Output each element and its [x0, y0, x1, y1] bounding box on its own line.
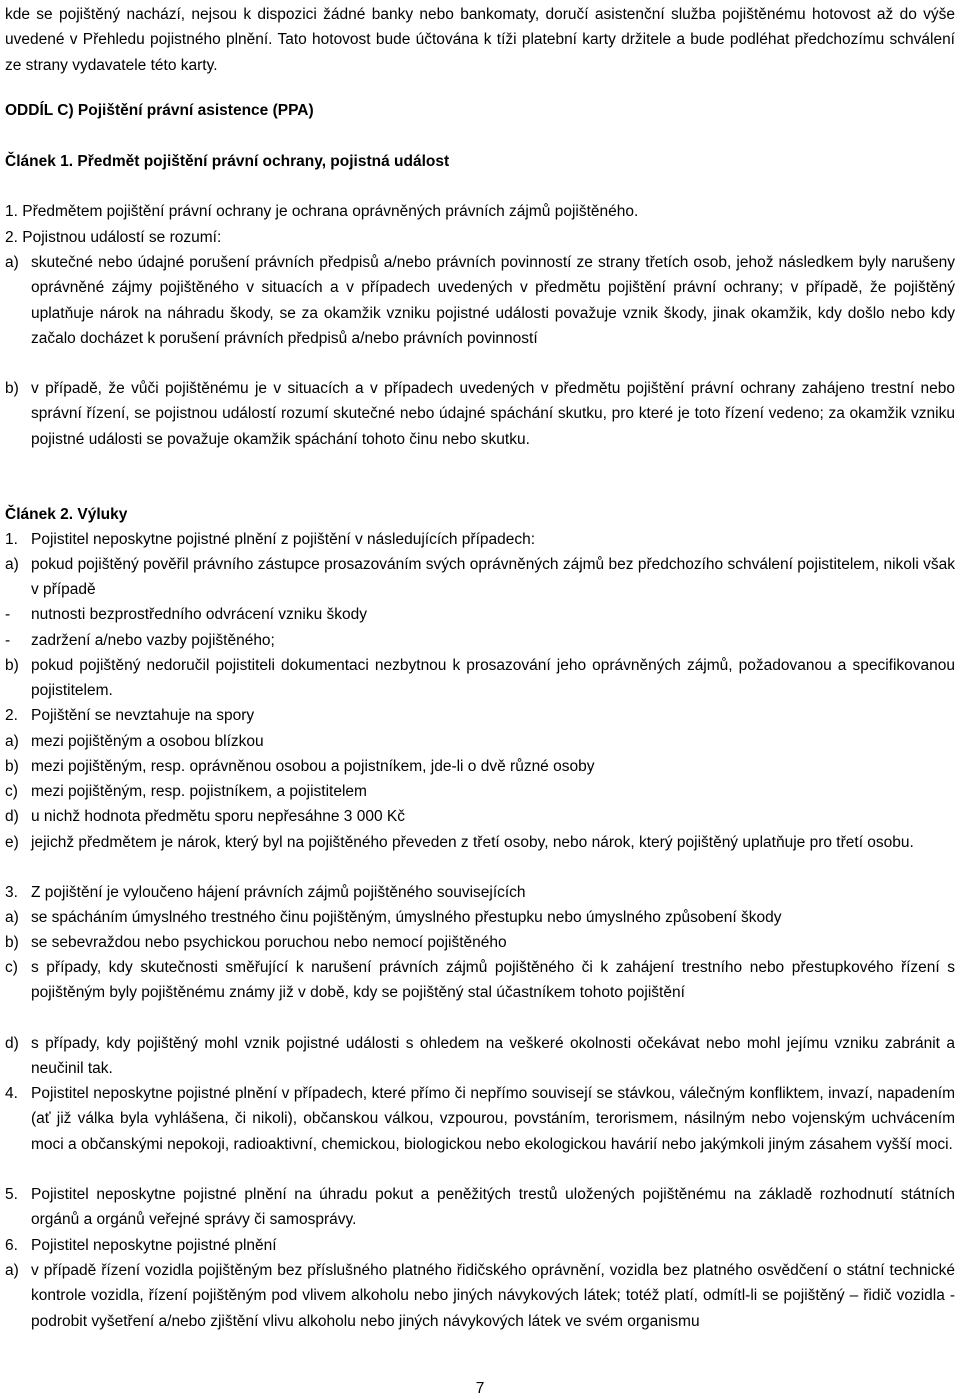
- list-marker: a): [5, 733, 19, 750]
- list-marker: 3.: [5, 884, 18, 901]
- paragraph-text: Předmětem pojištění právní ochrany je ochrana oprávněných právních zájmů pojištěného.: [22, 203, 639, 220]
- list-item-text: jejichž předmětem je nárok, který byl na pojištěného převeden z třetí osoby, nebo nárok, který pojištěný uplatňuje pro třetí osobu.: [31, 834, 914, 851]
- article-1-item-b: [5, 376, 955, 452]
- paragraph-marker: 1.: [5, 203, 18, 220]
- list-item-text: v případě řízení vozidla pojištěným bez příslušného platného řidičského oprávnění, vozidla bez platného osvědčení o státní technické kontrole vozidla, řízení pojištěným pod vlivem alkoholu nebo jiných návykových látek; totéž platí, odmítl-li se pojištěný – řidič vozidla - podrobit vyšetření a/nebo zjištění vlivu alkoholu nebo jiných návykových látek ve svém organismu: [31, 1262, 955, 1330]
- list-marker: -: [5, 606, 11, 623]
- list-marker: b): [5, 380, 19, 397]
- article-1-heading: Článek 1. Předmět pojištění právní ochrany, pojistná událost: [5, 153, 450, 170]
- list-item-text: se spácháním úmyslného trestného činu pojištěným, úmyslného přestupku nebo úmyslného způsobení škody: [31, 909, 782, 926]
- list-item-text: v případě, že vůči pojištěnému je v situacích a v případech uvedených v předmětu pojištění právní ochrany zahájeno trestní nebo správní řízení, se pojistnou událostí rozumí skutečné nebo údajné spáchání skutku, pro které je toto řízení vedeno; za okamžik vzniku pojistné události se považuje okamžik spáchání tohoto činu nebo skutku.: [31, 380, 955, 448]
- list-item-text: nutnosti bezprostředního odvrácení vzniku škody: [31, 606, 368, 623]
- article-1-paragraph-2: [5, 225, 955, 250]
- exclusion-item: [5, 527, 955, 552]
- list-item-text: se sebevraždou nebo psychickou poruchou nebo nemocí pojištěného: [31, 934, 507, 951]
- list-marker: c): [5, 783, 18, 800]
- exclusion-item: [5, 1233, 955, 1258]
- list-item-text: s případy, kdy skutečnosti směřující k narušení právních zájmů pojištěného či k zahájení trestního nebo přestupkového řízení s pojištěným byly pojištěnému známy již v době, kdy se pojištěný stal účastníkem tohoto pojištění: [31, 959, 955, 1002]
- exclusion-item: [5, 653, 955, 704]
- article-2-heading: Článek 2. Výluky: [5, 506, 128, 523]
- list-item-text: Pojistitel neposkytne pojistné plnění v případech, které přímo či nepřímo souvisejí se stávkou, válečným konfliktem, invazí, napadením (ať již válka byla vyhlášena, či nikoli), občanskou válkou, vzpourou, povstáním, terorismem, násilným nebo vojenským uchvácením moci a občanskými nepokoji, radioaktivní, chemickou, biologickou nebo ekologickou havárií nebo jakýmkoli jiným zásahem vyšší moci.: [31, 1085, 955, 1153]
- list-marker: 2.: [5, 707, 18, 724]
- exclusion-item: [5, 804, 955, 829]
- list-marker: e): [5, 834, 19, 851]
- list-item-text: pokud pojištěný nedoručil pojistiteli dokumentaci nezbytnou k prosazování jeho oprávněných zájmů, požadovanou a specifikovanou pojistitelem.: [31, 657, 955, 700]
- page-number: 7: [475, 1380, 485, 1397]
- list-item-text: u nichž hodnota předmětu sporu nepřesáhne 3 000 Kč: [31, 808, 405, 825]
- list-item-text: skutečné nebo údajné porušení právních předpisů a/nebo právních povinností ze strany třetích osob, jehož následkem byly narušeny oprávněné zájmy pojištěného v situacích a v případech uvedených v předmětu pojištění právní ochrany; v případě, že pojištěný uplatňuje nárok na náhradu škody, se za okamžik vzniku pojistné události považuje vznik škody, jinak okamžik, kdy došlo nebo kdy začalo docházet k porušení právních předpisů a/nebo právních povinností: [31, 254, 955, 347]
- exclusion-item: [5, 552, 955, 603]
- list-item-text: pokud pojištěný pověřil právního zástupce prosazováním svých oprávněných zájmů bez předchozího schválení pojistitelem, nikoli však v případě: [31, 556, 955, 599]
- list-item-text: Z pojištění je vyloučeno hájení právních zájmů pojištěného souvisejících: [31, 884, 526, 901]
- list-marker: b): [5, 657, 19, 674]
- exclusion-item: [5, 779, 955, 804]
- section-heading: ODDÍL C) Pojištění právní asistence (PPA): [5, 102, 314, 119]
- list-marker: 1.: [5, 531, 18, 548]
- exclusion-item: [5, 1258, 955, 1334]
- paragraph-text: Pojistnou událostí se rozumí:: [22, 229, 222, 246]
- exclusion-item: [5, 729, 955, 754]
- exclusion-item: [5, 930, 955, 955]
- exclusion-item: [5, 955, 955, 1006]
- exclusion-item: [5, 1182, 955, 1233]
- exclusion-item: [5, 703, 955, 728]
- exclusion-item: [5, 1081, 955, 1157]
- list-marker: 4.: [5, 1085, 18, 1102]
- list-item-text: mezi pojištěným a osobou blízkou: [31, 733, 264, 750]
- list-marker: d): [5, 1035, 19, 1052]
- list-marker: b): [5, 758, 19, 775]
- list-marker: a): [5, 909, 19, 926]
- list-marker: d): [5, 808, 19, 825]
- list-marker: c): [5, 959, 18, 976]
- list-marker: -: [5, 632, 11, 649]
- intro-paragraph: kde se pojištěný nachází, nejsou k dispozici žádné banky nebo bankomaty, doručí asistenční služba pojištěnému hotovost až do výše uvedené v Přehledu pojistného plnění. Tato hotovost bude účtována k tíži platební karty držitele a bude podléhat předchozímu schválení ze strany vydavatele této karty.: [5, 6, 955, 74]
- exclusion-item: [5, 754, 955, 779]
- list-marker: a): [5, 1262, 19, 1279]
- exclusion-item: [5, 628, 955, 653]
- paragraph-marker: 2.: [5, 229, 18, 246]
- list-marker: b): [5, 934, 19, 951]
- list-item-text: Pojistitel neposkytne pojistné plnění: [31, 1237, 277, 1254]
- exclusion-item: [5, 880, 955, 905]
- list-item-text: Pojištění se nevztahuje na spory: [31, 707, 255, 724]
- list-item-text: mezi pojištěným, resp. pojistníkem, a pojistitelem: [31, 783, 367, 800]
- list-marker: a): [5, 556, 19, 573]
- list-marker: 5.: [5, 1186, 18, 1203]
- list-item-text: Pojistitel neposkytne pojistné plnění z pojištění v následujících případech:: [31, 531, 536, 548]
- list-item-text: zadržení a/nebo vazby pojištěného;: [31, 632, 275, 649]
- exclusion-item: [5, 830, 955, 855]
- list-item-text: mezi pojištěným, resp. oprávněnou osobou a pojistníkem, jde-li o dvě různé osoby: [31, 758, 595, 775]
- list-marker: 6.: [5, 1237, 18, 1254]
- list-item-text: s případy, kdy pojištěný mohl vznik pojistné události s ohledem na veškeré okolnosti očekávat nebo mohl jejímu vzniku zabránit a neučinil tak.: [31, 1035, 955, 1078]
- exclusion-item: [5, 602, 955, 627]
- list-item-text: Pojistitel neposkytne pojistné plnění na úhradu pokut a peněžitých trestů uložených pojištěnému na základě rozhodnutí státních orgánů a orgánů veřejné správy či samosprávy.: [31, 1186, 955, 1229]
- article-1-item-a: [5, 250, 955, 351]
- exclusion-item: [5, 905, 955, 930]
- article-1-paragraph-1: [5, 199, 955, 224]
- list-marker: a): [5, 254, 19, 271]
- exclusion-item: [5, 1031, 955, 1082]
